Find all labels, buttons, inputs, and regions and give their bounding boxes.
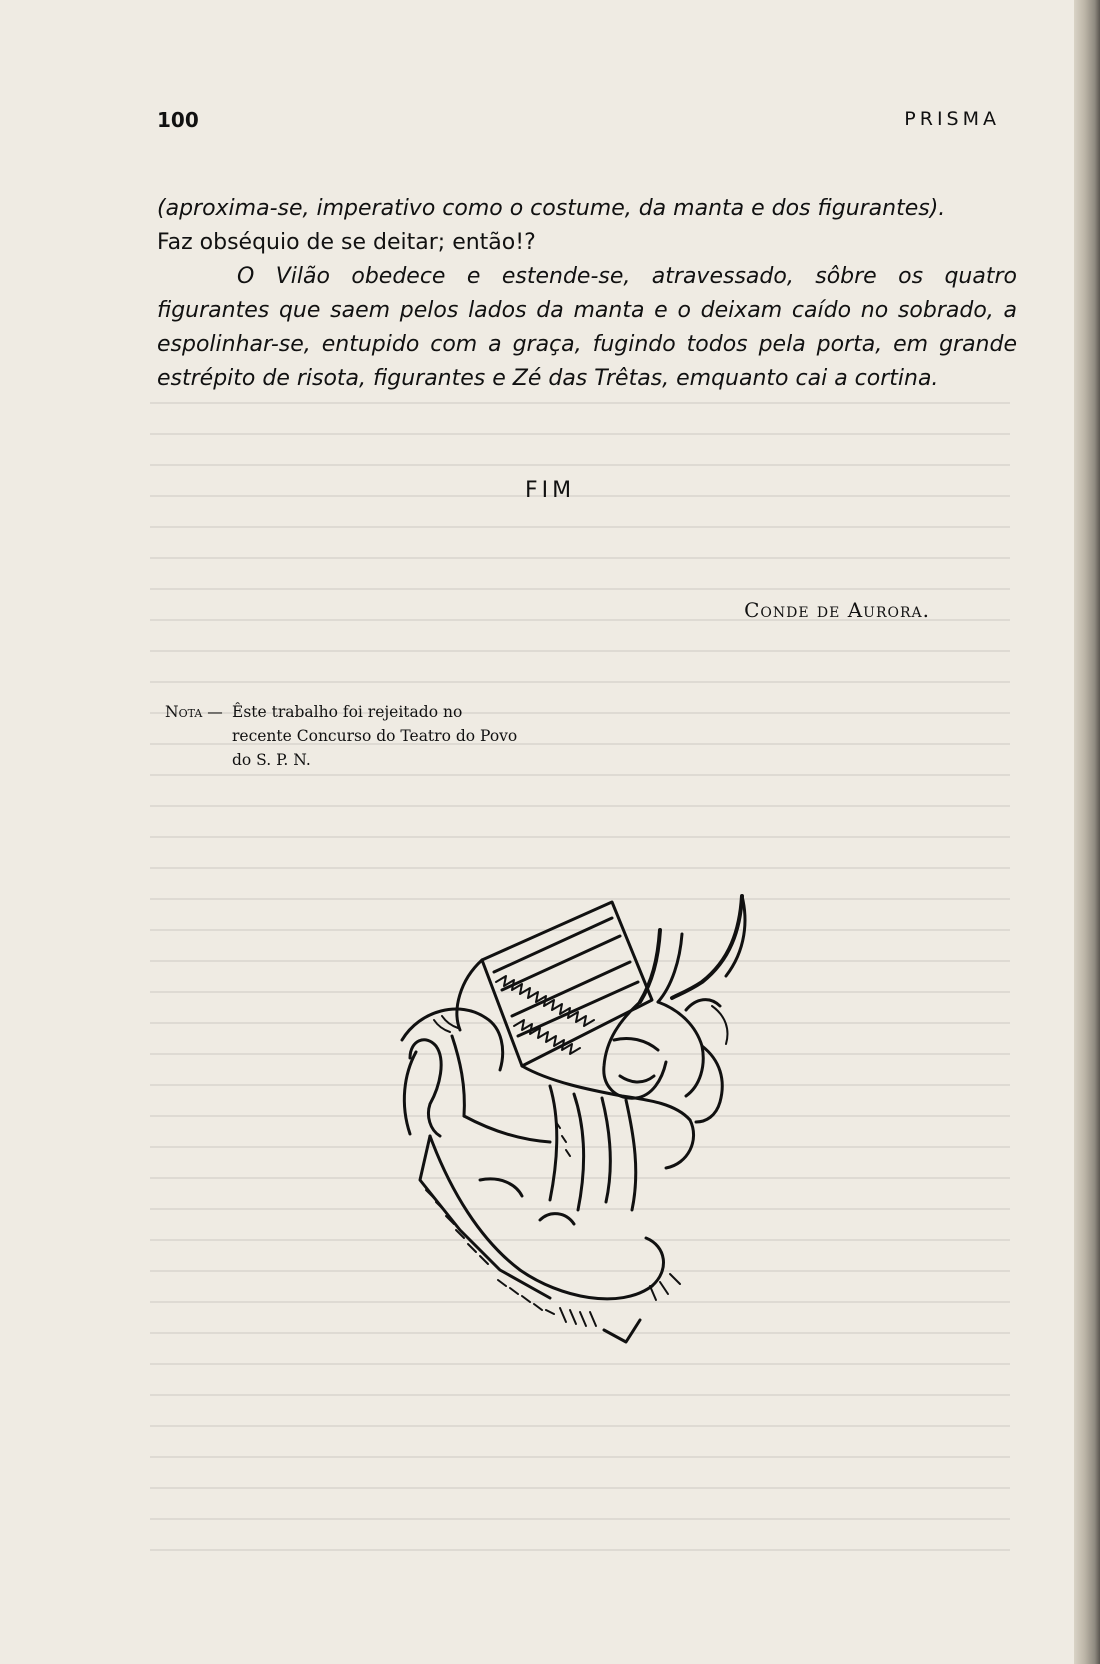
author-signature: Conde de Aurora. xyxy=(744,598,930,622)
stage-direction-1 xyxy=(157,192,1017,260)
stage-direction-2: O Vilão obedece e estende-se, atravessado, sôbre os quatro figurantes que saem pelos lados da manta e o deixam caído no sobrado, a espolinhar-se, entupido com a graça, fugindo todos pela porta, em grande estrépito de risota, figurantes e Zé das Trêtas, emquanto cai a cortina. xyxy=(157,264,1017,391)
running-title: PRISMA xyxy=(904,108,1000,130)
dialogue-line: Faz obséquio de se deitar; então!? xyxy=(157,230,536,255)
note-dash: — xyxy=(207,703,223,721)
note-text: Êste trabalho foi rejeitado no recente Concurso do Teatro do Povo do S. P. N. xyxy=(232,703,518,769)
body-text xyxy=(157,192,1017,396)
stage-direction-italic: (aproxima-se, imperativo como o costume, da manta e dos figurantes). xyxy=(157,196,946,221)
page-number: 100 xyxy=(157,108,199,132)
note-label: Nota xyxy=(165,703,203,721)
bull-drawing-icon xyxy=(390,890,810,1370)
book-spine-shadow xyxy=(1074,0,1100,1664)
fim-heading: FIM xyxy=(524,478,576,503)
footnote xyxy=(165,700,525,772)
